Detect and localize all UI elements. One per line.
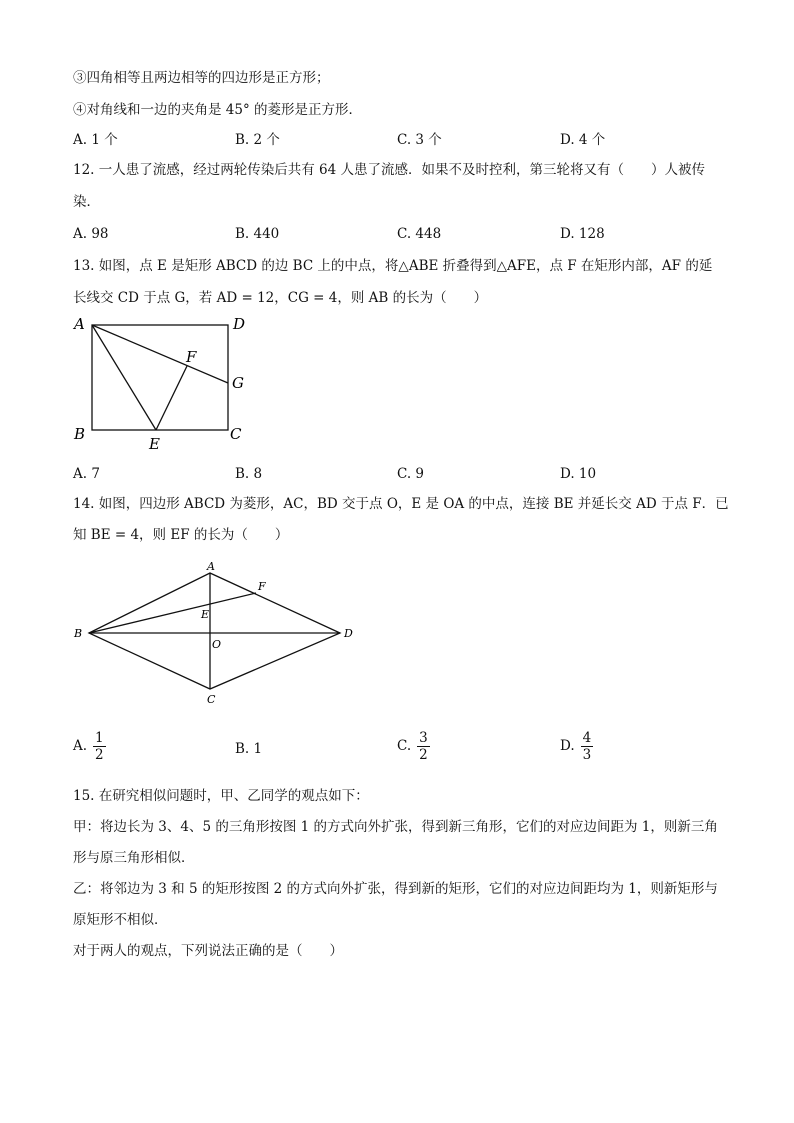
q13-option-c[interactable]: C. 9 [397, 466, 425, 482]
q13-rectangle-figure [60, 306, 280, 456]
q11-statement-4: ④对角线和一边的夹角是 45° 的菱形是正方形． [73, 102, 363, 118]
q15-yi-line1: 乙：将邻边为 3 和 5 的矩形按图 2 的方式向外扩张，得到新的矩形，它们的对应边间距均为 1，则新矩形与 [73, 881, 718, 897]
q11-option-b[interactable]: B. 2 个 [235, 132, 280, 148]
q11-option-c[interactable]: C. 3 个 [397, 132, 442, 148]
q14-option-a-letter: A. [73, 738, 88, 754]
q15-jia-line2: 形与原三角形相似． [73, 850, 195, 866]
label-a: A [74, 315, 85, 333]
label-e: E [201, 608, 210, 621]
q12-options [73, 224, 733, 244]
segment-ae [92, 325, 156, 430]
q13-stem-line2: 长线交 CD 于点 G，若 AD = 12，CG = 4，则 AB 的长为（ ） [73, 290, 488, 306]
fraction-numerator: 4 [582, 730, 592, 746]
q14-option-d-fraction [581, 730, 594, 763]
q13-stem-line1: 13. 如图，点 E 是矩形 ABCD 的边 BC 上的中点，将△ABE 折叠得到△AFE，点 F 在矩形内部，AF 的延 [73, 258, 713, 274]
fraction-numerator: 3 [419, 730, 428, 746]
q12-stem-line1: 12. 一人患了流感，经过两轮传染后共有 64 人患了流感．如果不及时控利，第三轮将又有（ ）人被传 [73, 162, 706, 178]
q15-yi-line2: 原矩形不相似． [73, 912, 168, 928]
q14-rhombus-figure [60, 558, 360, 708]
label-a: A [207, 560, 215, 573]
label-g: G [232, 374, 244, 392]
q11-option-a[interactable]: A. 1 个 [73, 132, 118, 148]
rhombus-abcd [89, 573, 340, 689]
q12-option-c[interactable]: C. 448 [397, 226, 442, 242]
q12-stem-line2: 染． [73, 194, 100, 210]
q13-option-b[interactable]: B. 8 [235, 466, 263, 482]
q15-jia-line1: 甲：将边长为 3、4、5 的三角形按图 1 的方式向外扩张，得到新三角形，它们的对应边间距为 1，则新三角 [73, 819, 718, 835]
label-d: D [344, 627, 353, 640]
q14-option-a-fraction [93, 730, 106, 763]
rectangle-abcd [92, 325, 228, 430]
q13-option-a[interactable]: A. 7 [73, 466, 100, 482]
fraction-denominator: 2 [95, 747, 104, 763]
segment-ag [92, 325, 228, 383]
q11-statement-3: ③四角相等且两边相等的四边形是正方形； [73, 70, 330, 86]
segment-fe [156, 366, 187, 430]
q15-stem: 15. 在研究相似问题时，甲、乙同学的观点如下： [73, 788, 369, 804]
q14-option-c-fraction [417, 730, 430, 763]
label-c: C [230, 425, 242, 443]
q12-option-d[interactable]: D. 128 [560, 226, 605, 242]
q12-option-b[interactable]: B. 440 [235, 226, 280, 242]
q15-question: 对于两人的观点，下列说法正确的是（ ） [73, 943, 343, 959]
q12-option-a[interactable]: A. 98 [73, 226, 109, 242]
label-o: O [212, 638, 222, 651]
q13-options [73, 464, 733, 484]
segment-bf [89, 593, 256, 633]
q14-stem-line1: 14. 如图，四边形 ABCD 为菱形，AC，BD 交于点 O，E 是 OA 的中点，连接 BE 并延长交 AD 于点 F．已 [73, 496, 729, 512]
q11-options [73, 130, 733, 150]
q14-option-c[interactable] [397, 730, 430, 763]
label-e: E [149, 435, 160, 453]
fraction-denominator: 2 [419, 747, 428, 763]
q14-stem-line2: 知 BE = 4，则 EF 的长为（ ） [73, 527, 289, 543]
q14-option-c-letter: C. [397, 738, 412, 754]
fraction-denominator: 3 [582, 747, 592, 763]
fraction-numerator: 1 [95, 730, 104, 746]
q11-option-d[interactable]: D. 4 个 [560, 132, 606, 148]
label-d: D [233, 315, 246, 333]
q14-options [73, 730, 733, 770]
label-b: B [74, 627, 83, 640]
label-f: F [186, 348, 197, 366]
label-b: B [74, 425, 86, 443]
q13-option-d[interactable]: D. 10 [560, 466, 597, 482]
q14-option-d-letter: D. [560, 738, 575, 754]
label-f: F [258, 580, 266, 593]
label-c: C [207, 693, 216, 706]
q14-option-a[interactable] [73, 730, 106, 763]
q14-option-d[interactable] [560, 730, 593, 763]
q14-option-b[interactable]: B. 1 [235, 741, 263, 757]
